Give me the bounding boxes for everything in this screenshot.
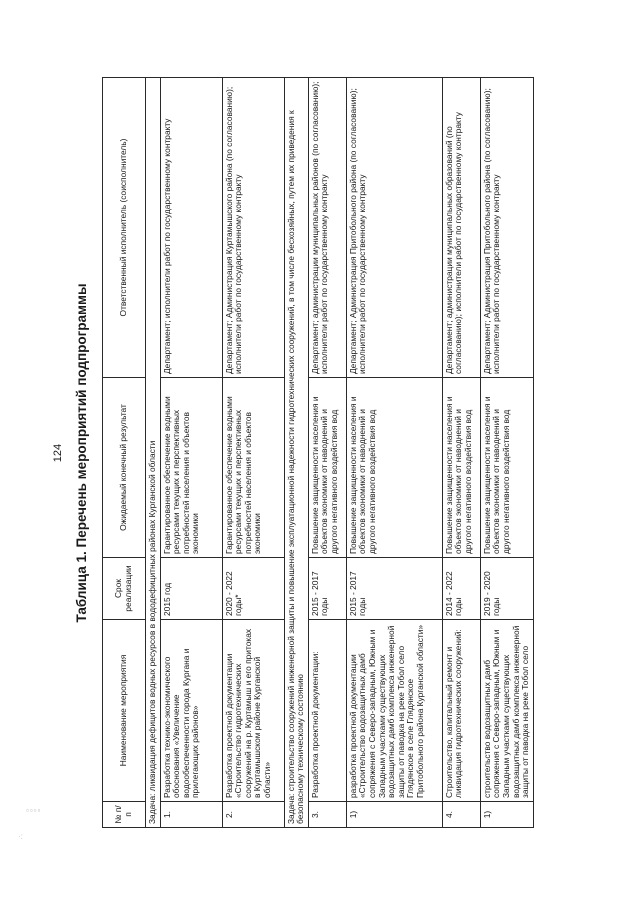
row-executor: Департамент; исполнители работ по государственному контракту	[160, 77, 222, 377]
header-term: Срок реализации	[103, 557, 146, 619]
row-number: 3.	[308, 801, 346, 827]
row-result: Гарантированное обеспечение водными ресурсами текущих и перспективных потребностей населения и объектов экономики	[160, 377, 222, 557]
row-name: Разработка технико-экономического обоснования «Увеличение водообеспеченности города Кургана и прилегающих районов»	[160, 619, 222, 801]
page-title: Таблица 1. Перечень мероприятий подпрограммы	[74, 282, 89, 623]
row-term: 2014 - 2022 годы	[442, 557, 480, 619]
row-name: Разработка проектной документации:	[308, 619, 346, 801]
row-name: Разработка проектной документации «Строительство гидротехнических сооружений на р. Куртамыш и его притоках в Куртамышском районе Курганской области»	[222, 619, 284, 801]
task-1: Задача: ликвидация дефицитов водных ресурсов в вододефицитных районах Курганской области	[146, 77, 161, 827]
table-row	[222, 77, 284, 827]
table-row	[480, 77, 533, 827]
row-number: 2.	[222, 801, 284, 827]
row-number: 4.	[442, 801, 480, 827]
table-row	[308, 77, 346, 827]
row-term: 2015 - 2017 годы	[346, 557, 442, 619]
faint-stamp-mark: ▫▫▫▫	[26, 806, 42, 815]
task-2: Задача: строительство сооружений инженерной защиты и повышение эксплуатационной надежности гидротехнических сооружений, в том числе бесхозяйных, путем их приведения к безопасному техническому состоянию	[284, 77, 308, 827]
row-executor: Департамент; Администрация Куртамышского района (по согласованию); исполнители работ по государственному контракту	[222, 77, 284, 377]
header-number: № п/п	[103, 801, 146, 827]
section-row	[146, 77, 161, 827]
row-number: 1)	[480, 801, 533, 827]
row-name: Строительство, капитальный ремонт и ликвидация гидротехнических сооружений:	[442, 619, 480, 801]
header-result: Ожидаемый конечный результат	[103, 377, 146, 557]
faint-scan-mark: ·:	[18, 832, 23, 841]
row-executor: Департамент; администрации муниципальных районов (по согласованию); исполнители работ по государственному контракту	[308, 77, 346, 377]
row-executor: Департамент; Администрация Притобольного района (по согласованию); исполнители работ по государственному контракту	[480, 77, 533, 377]
row-result: Повышение защищенности населения и объектов экономики от наводнений и другого негативного воздействия вод	[480, 377, 533, 557]
table-row	[160, 77, 222, 827]
table-header-row	[103, 77, 146, 827]
table-row	[346, 77, 442, 827]
row-term: 2015 - 2017 годы	[308, 557, 346, 619]
row-result: Гарантированное обеспечение водными ресурсами текущих и перспективных потребностей населения и объектов экономики	[222, 377, 284, 557]
row-term: 2020 - 2022 годы*	[222, 557, 284, 619]
row-name: разработка проектной документации «Строительство водозащитных дамб сопряжения с Северо-западным, Южным и Западным участками существующих водозащитных дамб комплекса инженерной защиты от паводка на реке Тобол село Глядянское в селе Глядянское Притобольного района Курганской области»	[346, 619, 442, 801]
row-number: 1)	[346, 801, 442, 827]
row-result: Повышение защищенности населения и объектов экономики от наводнений и другого негативного воздействия вод	[442, 377, 480, 557]
header-name: Наименование мероприятия	[103, 619, 146, 801]
measures-table	[102, 77, 534, 828]
section-row	[284, 77, 308, 827]
row-result: Повышение защищенности населения и объектов экономики от наводнений и другого негативного воздействия вод	[346, 377, 442, 557]
row-result: Повышение защищенности населения и объектов экономики от наводнений и другого негативного воздействия вод	[308, 377, 346, 557]
header-executor: Ответственный исполнитель (соисполнитель)	[103, 77, 146, 377]
row-term: 2019 - 2020 годы	[480, 557, 533, 619]
row-number: 1.	[160, 801, 222, 827]
table-row	[442, 77, 480, 827]
row-executor: Департамент; Администрация Притобольного района (по согласованию); исполнители работ по государственному контракту	[346, 77, 442, 377]
row-executor: Департамент; администрации муниципальных образований (по согласованию); исполнители работ по государственному контракту	[442, 77, 480, 377]
page-number: 124	[52, 443, 64, 462]
rotated-content	[40, 58, 600, 848]
row-name: строительство водозащитных дамб сопряжения с Северо-западным, Южным и Западным участками существующих водозащитных дамб комплекса инженерной защиты от паводка на реке Тобол село	[480, 619, 533, 801]
row-term: 2015 год	[160, 557, 222, 619]
